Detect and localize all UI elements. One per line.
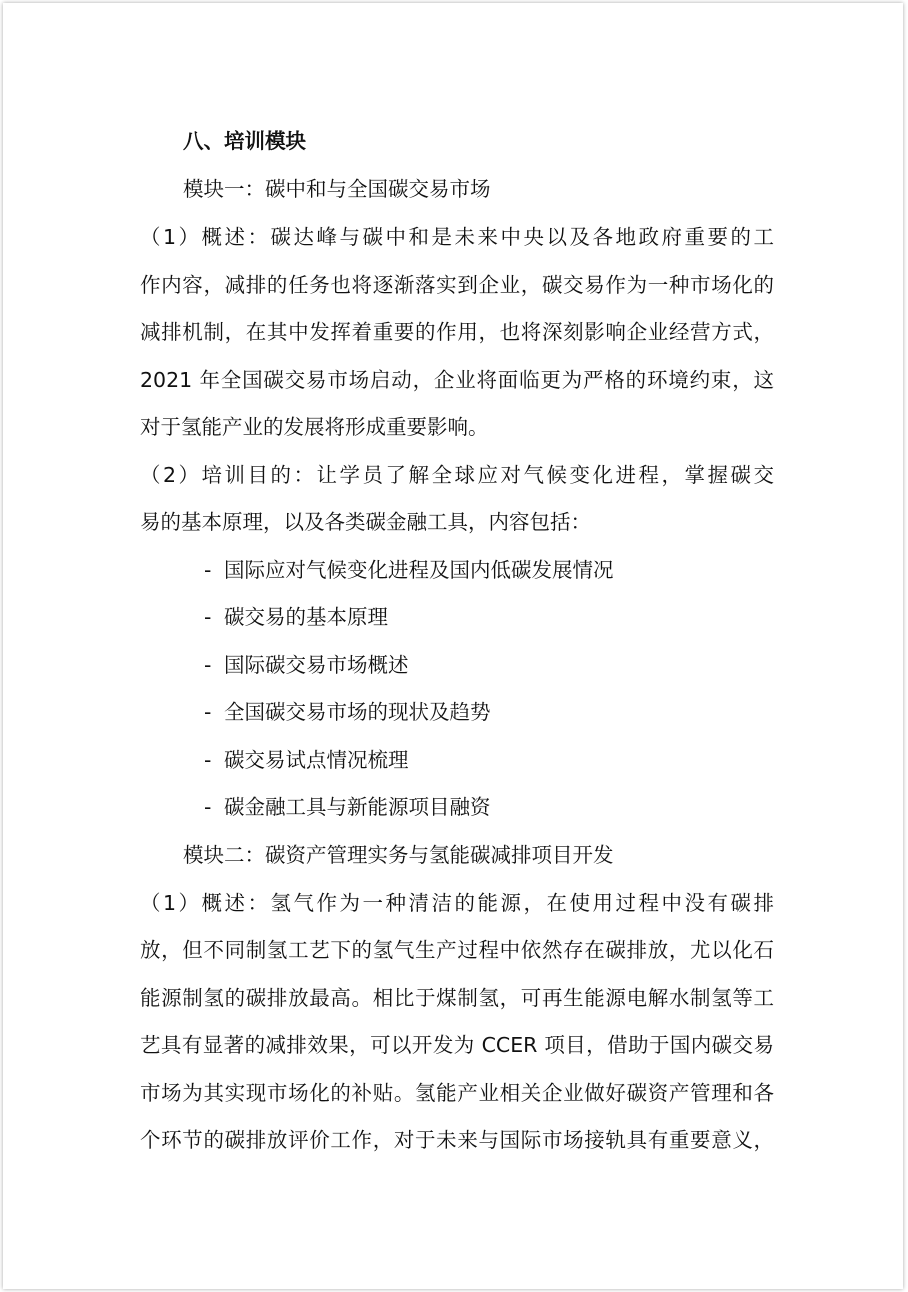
module1-objective-line: （2）培训目的：让学员了解全球应对气候变化进程，掌握碳交 bbox=[140, 463, 774, 487]
module1-overview-line: 2021 年全国碳交易市场启动，企业将面临更为严格的环境约束，这 bbox=[140, 368, 774, 392]
list-item-text: 全国碳交易市场的现状及趋势 bbox=[224, 700, 491, 724]
list-item bbox=[204, 593, 388, 641]
module2-overview-line: （1）概述：氢气作为一种清洁的能源，在使用过程中没有碳排 bbox=[140, 891, 774, 915]
module2-overview-line: 艺具有显著的减排效果，可以开发为 CCER 项目，借助于国内碳交易 bbox=[140, 1033, 774, 1057]
bullet-marker: - bbox=[204, 558, 212, 582]
section-heading: 八、培训模块 bbox=[183, 129, 306, 153]
module1-title: 模块一：碳中和与全国碳交易市场 bbox=[183, 177, 491, 201]
list-item-text: 碳交易的基本原理 bbox=[224, 605, 388, 629]
list-item bbox=[204, 641, 409, 689]
bullet-marker: - bbox=[204, 605, 212, 629]
module1-objective-line: 易的基本原理，以及各类碳金融工具，内容包括： bbox=[140, 510, 591, 534]
bullet-marker: - bbox=[204, 653, 212, 677]
module1-overview-line: （1）概述：碳达峰与碳中和是未来中央以及各地政府重要的工 bbox=[140, 225, 774, 249]
list-item bbox=[204, 546, 614, 594]
list-item bbox=[204, 736, 409, 784]
list-item-text: 碳金融工具与新能源项目融资 bbox=[224, 795, 491, 819]
module2-overview-line: 市场为其实现市场化的补贴。氢能产业相关企业做好碳资产管理和各 bbox=[140, 1081, 774, 1105]
module1-overview-line: 对于氢能产业的发展将形成重要影响。 bbox=[140, 415, 489, 439]
document-page bbox=[3, 3, 903, 1289]
bullet-marker: - bbox=[204, 748, 212, 772]
list-item-text: 国际碳交易市场概述 bbox=[224, 653, 409, 677]
module2-overview-line: 个环节的碳排放评价工作，对于未来与国际市场接轨具有重要意义， bbox=[140, 1128, 774, 1152]
bullet-marker: - bbox=[204, 700, 212, 724]
module1-overview-line: 作内容，减排的任务也将逐渐落实到企业，碳交易作为一种市场化的 bbox=[140, 273, 774, 297]
list-item bbox=[204, 688, 491, 736]
module2-overview-line: 能源制氢的碳排放最高。相比于煤制氢，可再生能源电解水制氢等工 bbox=[140, 986, 774, 1010]
bullet-marker: - bbox=[204, 795, 212, 819]
module2-title: 模块二：碳资产管理实务与氢能碳减排项目开发 bbox=[183, 843, 614, 867]
list-item bbox=[204, 783, 491, 831]
list-item-text: 国际应对气候变化进程及国内低碳发展情况 bbox=[224, 558, 614, 582]
list-item-text: 碳交易试点情况梳理 bbox=[224, 748, 409, 772]
module1-overview-line: 减排机制，在其中发挥着重要的作用，也将深刻影响企业经营方式， bbox=[140, 320, 774, 344]
module2-overview-line: 放，但不同制氢工艺下的氢气生产过程中依然存在碳排放，尤以化石 bbox=[140, 938, 774, 962]
